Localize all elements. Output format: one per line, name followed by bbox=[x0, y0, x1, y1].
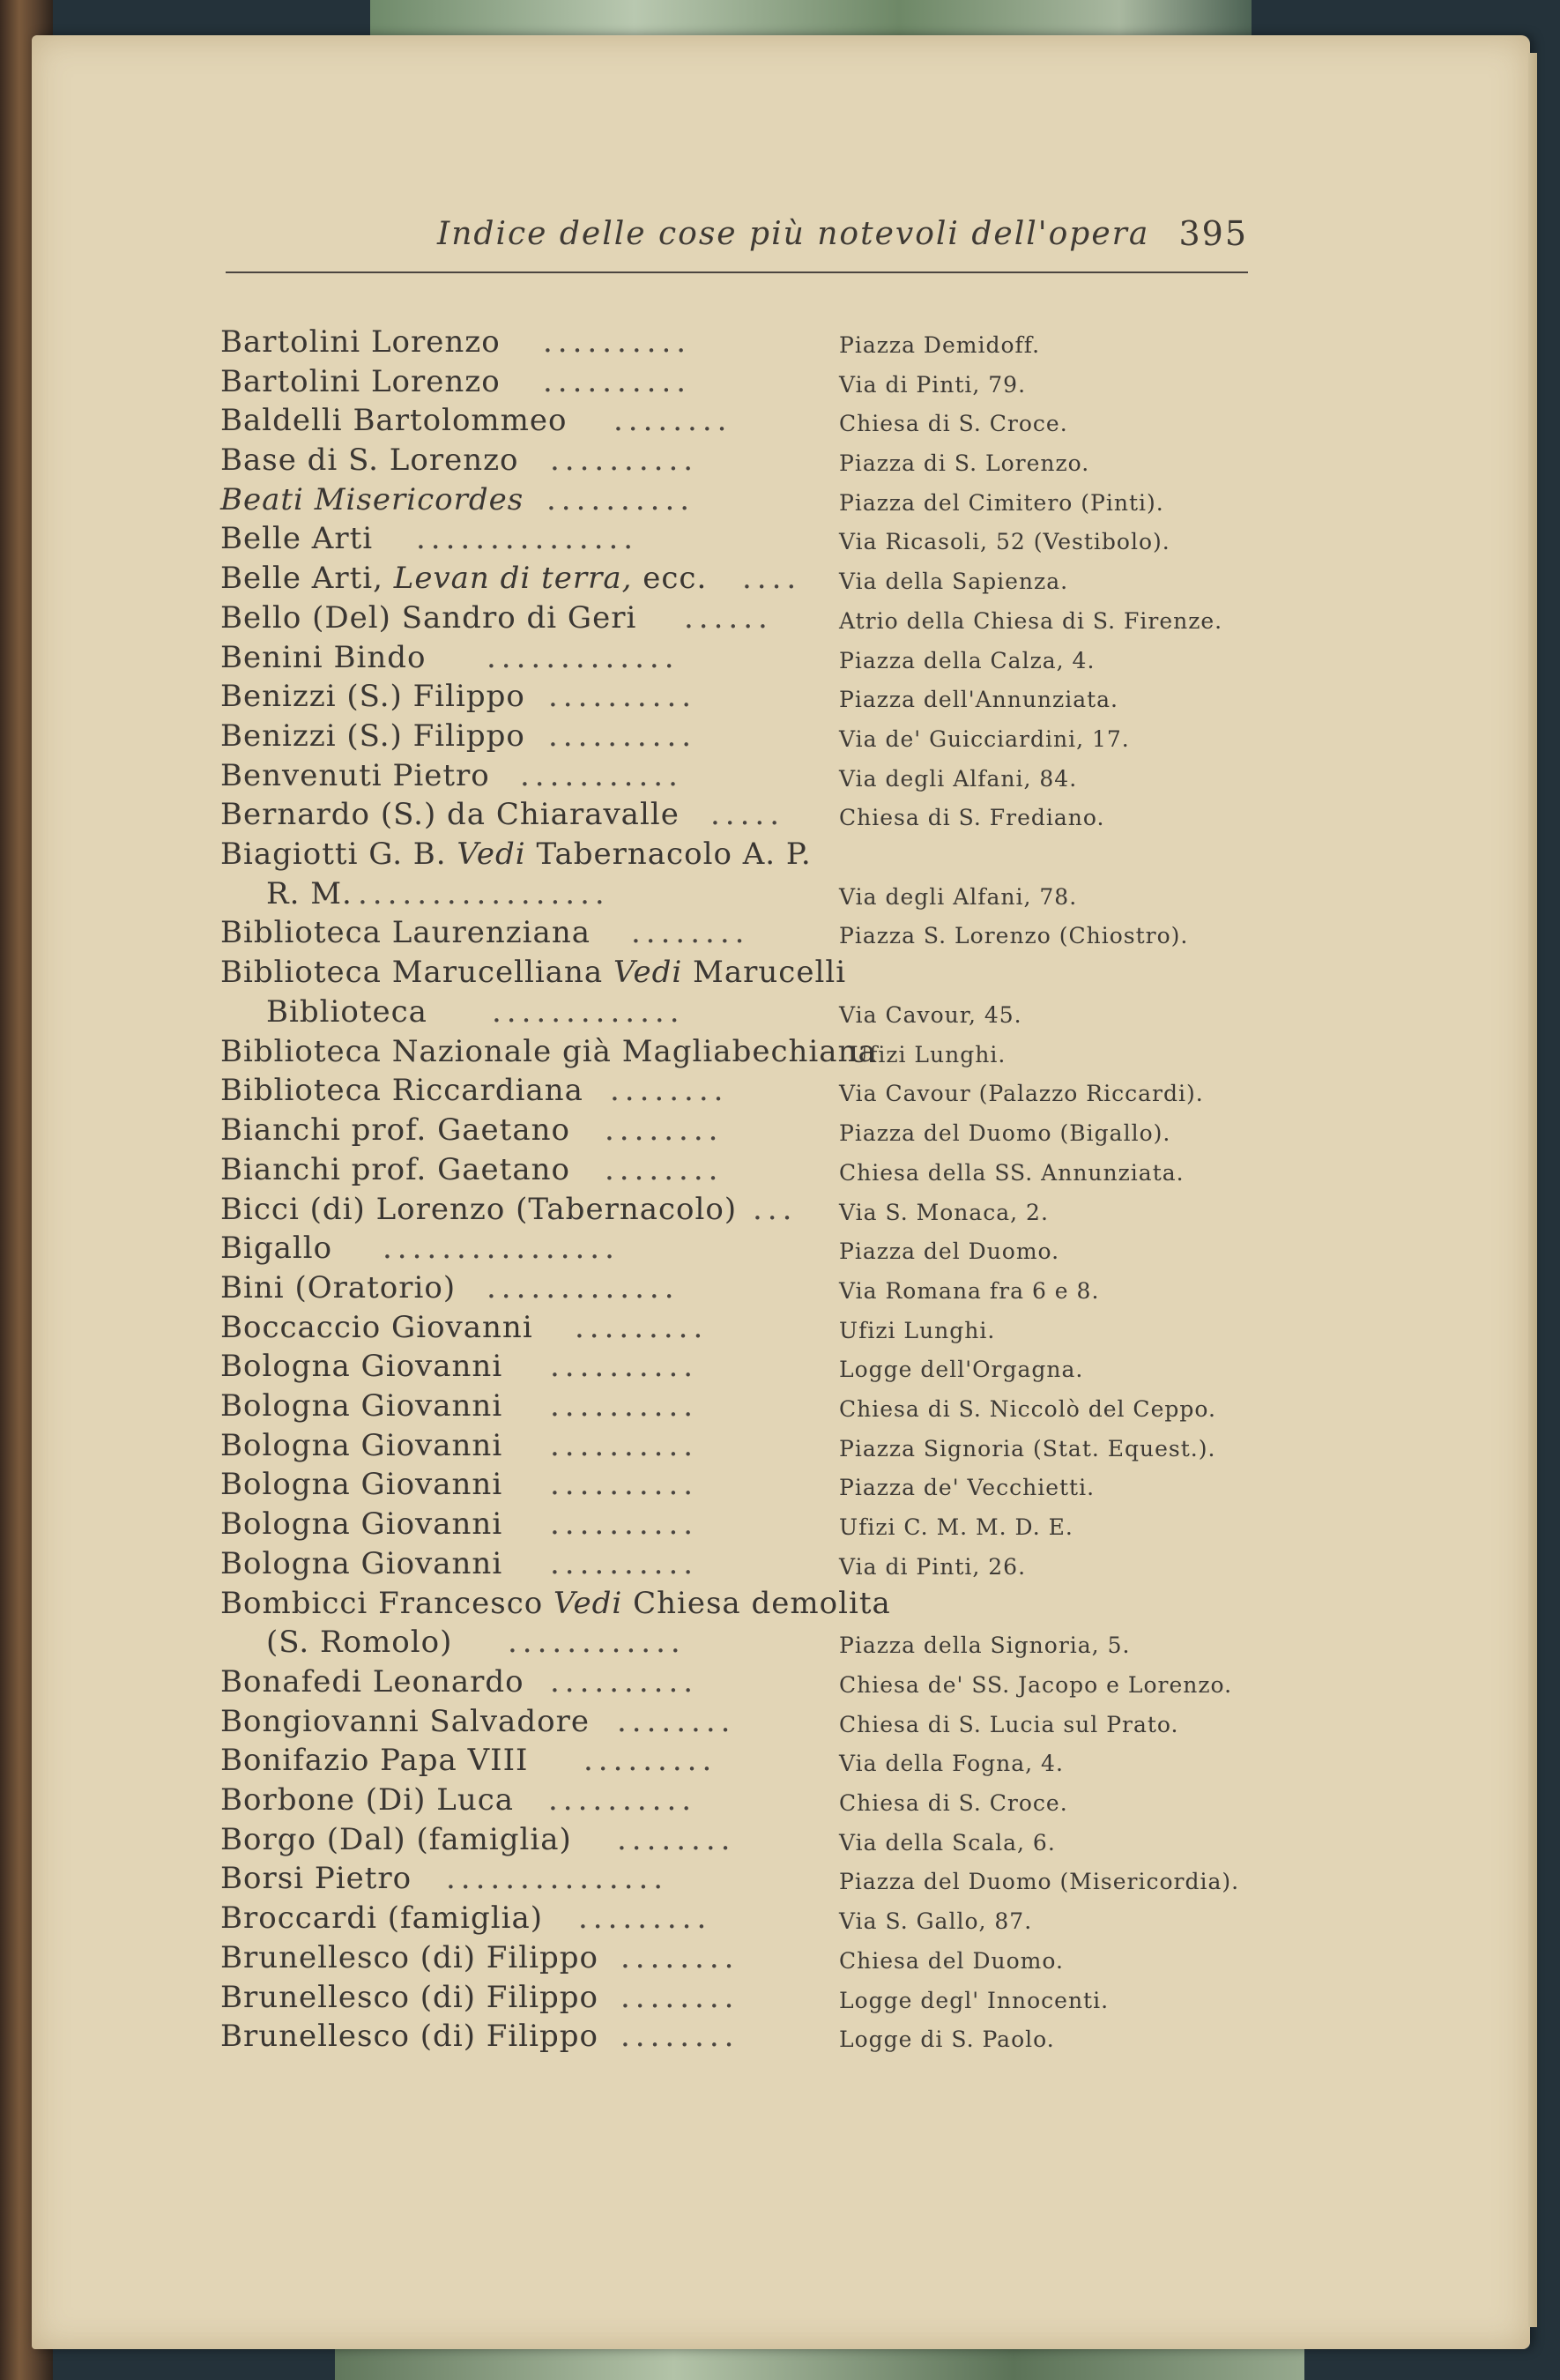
index-entry bbox=[32, 640, 1530, 679]
index-entry bbox=[32, 561, 1530, 599]
entry-name: Biblioteca Riccardiana bbox=[220, 1073, 583, 1108]
index-entry bbox=[32, 1625, 1530, 1663]
index-entry bbox=[32, 1152, 1530, 1191]
entry-location: Piazza Signoria (Stat. Equest.). bbox=[839, 1436, 1216, 1461]
entry-location: Via di Pinti, 79. bbox=[839, 372, 1027, 398]
entry-name-part: Biblioteca Marucelliana bbox=[220, 955, 604, 990]
entry-location: Via degli Alfani, 84. bbox=[839, 766, 1078, 792]
entry-location: Logge di S. Paolo. bbox=[839, 2027, 1055, 2052]
entry-location: Piazza del Duomo (Bigallo). bbox=[839, 1120, 1171, 1146]
index-entry bbox=[32, 679, 1530, 718]
entry-location: Via de' Guicciardini, 17. bbox=[839, 726, 1130, 752]
entry-location: Chiesa del Duomo. bbox=[839, 1948, 1064, 1974]
dot-leader: .......... bbox=[550, 1664, 699, 1699]
entry-name-part: Tabernacolo A. P. bbox=[536, 837, 812, 872]
entry-name: Bello (Del) Sandro di Geri bbox=[220, 600, 637, 636]
dot-leader: .......... bbox=[543, 364, 692, 399]
entry-name-italic: Vedi bbox=[457, 837, 526, 872]
index-entry bbox=[32, 403, 1530, 442]
entry-name: Bonafedi Leonardo bbox=[220, 1664, 524, 1699]
entry-name-part: Bombicci Francesco bbox=[220, 1586, 544, 1621]
entry-location: Via Romana fra 6 e 8. bbox=[839, 1278, 1100, 1304]
dot-leader: ............. bbox=[487, 1270, 680, 1305]
index-entry bbox=[32, 1743, 1530, 1781]
entry-location: Piazza de' Vecchietti. bbox=[839, 1475, 1096, 1500]
entry-name-part: ecc. bbox=[643, 561, 708, 596]
entry-name: Bologna Giovanni bbox=[220, 1467, 503, 1502]
entry-location: Piazza dell'Annunziata. bbox=[839, 687, 1119, 712]
entry-name: Bologna Giovanni bbox=[220, 1349, 503, 1384]
entry-name: Borgo (Dal) (famiglia) bbox=[220, 1822, 572, 1857]
dot-leader: .......... bbox=[550, 1467, 699, 1502]
dot-leader: ... bbox=[753, 1192, 798, 1227]
index-entry bbox=[32, 1270, 1530, 1309]
entry-location: Piazza della Calza, 4. bbox=[839, 648, 1096, 673]
entry-name: Bartolini Lorenzo bbox=[220, 364, 501, 399]
entry-location: Via S. Gallo, 87. bbox=[839, 1908, 1033, 1934]
entry-name: Bianchi prof. Gaetano bbox=[220, 1112, 570, 1148]
entry-location: Piazza Demidoff. bbox=[839, 332, 1041, 358]
index-entry bbox=[32, 1310, 1530, 1349]
index-entry bbox=[32, 1704, 1530, 1743]
entry-name: Brunellesco (di) Filippo bbox=[220, 1980, 598, 2015]
dot-leader: ........ bbox=[605, 1152, 724, 1187]
dot-leader: ............. bbox=[492, 994, 685, 1030]
entry-location: Chiesa di S. Croce. bbox=[839, 411, 1068, 436]
entry-name bbox=[220, 837, 812, 872]
dot-leader: ........ bbox=[613, 403, 732, 438]
dot-leader: ............... bbox=[446, 1861, 669, 1896]
entry-location: Via Ricasoli, 52 (Vestibolo). bbox=[839, 529, 1170, 554]
index-entry bbox=[32, 1388, 1530, 1427]
entry-location: Via Cavour (Palazzo Riccardi). bbox=[839, 1081, 1204, 1106]
entry-name: Base di S. Lorenzo bbox=[220, 443, 519, 478]
entry-location: Chiesa de' SS. Jacopo e Lorenzo. bbox=[839, 1672, 1233, 1698]
dot-leader: ........ bbox=[617, 1822, 736, 1857]
entry-name: Bianchi prof. Gaetano bbox=[220, 1152, 570, 1187]
dot-leader: .......... bbox=[550, 1428, 699, 1463]
index-entry bbox=[32, 324, 1530, 363]
dot-leader: ........ bbox=[620, 1980, 739, 2015]
index-entry bbox=[32, 718, 1530, 757]
index-entry bbox=[32, 1664, 1530, 1703]
index-entry bbox=[32, 1428, 1530, 1467]
dot-leader: .......... bbox=[546, 482, 695, 517]
entry-name: Benini Bindo bbox=[220, 640, 427, 675]
entry-location: Piazza S. Lorenzo (Chiostro). bbox=[839, 923, 1189, 948]
index-entry bbox=[32, 915, 1530, 954]
entry-name-italic: Levan di terra, bbox=[393, 561, 633, 596]
entry-name: Borsi Pietro bbox=[220, 1861, 412, 1896]
index-entry bbox=[32, 482, 1530, 521]
index-entry bbox=[32, 1900, 1530, 1939]
entry-location: Logge degl' Innocenti. bbox=[839, 1988, 1110, 2013]
dot-leader: ................ bbox=[383, 1231, 620, 1266]
entry-location: Via di Pinti, 26. bbox=[839, 1554, 1027, 1580]
dot-leader: ............... bbox=[416, 521, 639, 556]
dot-leader: ............ bbox=[508, 1625, 686, 1660]
entry-location: Logge dell'Orgagna. bbox=[839, 1357, 1084, 1382]
entry-name-part: Chiesa demolita bbox=[633, 1586, 891, 1621]
index-entry bbox=[32, 443, 1530, 481]
dot-leader: .......... bbox=[550, 1349, 699, 1384]
entry-location: Via della Sapienza. bbox=[839, 569, 1069, 594]
index-entry bbox=[32, 955, 1530, 993]
dot-leader: ......... bbox=[583, 1743, 717, 1778]
index-entry bbox=[32, 1467, 1530, 1506]
entry-location: Ufizi Lunghi. bbox=[850, 1042, 1007, 1067]
entry-name: Benizzi (S.) Filippo bbox=[220, 718, 525, 754]
entry-name: Brunellesco (di) Filippo bbox=[220, 2019, 598, 2054]
entry-location: Chiesa di S. Niccolò del Ceppo. bbox=[839, 1396, 1216, 1422]
running-title: Indice delle cose più notevoli dell'opera bbox=[437, 216, 1150, 252]
index-entry bbox=[32, 521, 1530, 560]
dot-leader: .......... bbox=[548, 718, 697, 754]
entry-name: Beati Misericordes bbox=[220, 482, 524, 517]
entry-location: Ufizi C. M. M. D. E. bbox=[839, 1514, 1073, 1540]
entry-name-part: Marucelli bbox=[693, 955, 847, 990]
entry-location: Via degli Alfani, 78. bbox=[839, 884, 1078, 910]
entry-location: Via della Fogna, 4. bbox=[839, 1751, 1064, 1776]
page-number: 395 bbox=[1178, 214, 1248, 253]
dot-leader: ..... bbox=[710, 797, 785, 832]
entry-name bbox=[220, 955, 846, 990]
entry-name: Belle Arti bbox=[220, 521, 374, 556]
entry-location: Atrio della Chiesa di S. Firenze. bbox=[839, 608, 1223, 634]
dot-leader: ........ bbox=[631, 915, 750, 950]
entry-name-part: Biagiotti G. B. bbox=[220, 837, 447, 872]
entry-location: Piazza di S. Lorenzo. bbox=[839, 450, 1090, 476]
dot-leader: ........ bbox=[605, 1112, 724, 1148]
entry-location: Via della Scala, 6. bbox=[839, 1830, 1056, 1856]
index-entry bbox=[32, 1112, 1530, 1151]
entry-name-part: Belle Arti, bbox=[220, 561, 383, 596]
index-entry bbox=[32, 797, 1530, 836]
dot-leader: ........ bbox=[620, 2019, 739, 2054]
entry-name: Bologna Giovanni bbox=[220, 1428, 503, 1463]
entry-name bbox=[220, 1586, 891, 1621]
dot-leader: ........ bbox=[610, 1073, 729, 1108]
entry-name: Bologna Giovanni bbox=[220, 1506, 503, 1542]
entry-name: Baldelli Bartolommeo bbox=[220, 403, 568, 438]
dot-leader: ................. bbox=[358, 876, 610, 911]
index-entry bbox=[32, 837, 1530, 875]
entry-name: Biblioteca Laurenziana bbox=[220, 915, 591, 950]
index-entry bbox=[32, 1861, 1530, 1900]
index-entry bbox=[32, 1822, 1530, 1861]
entry-location: Piazza del Duomo. bbox=[839, 1238, 1060, 1264]
dot-leader: ........ bbox=[617, 1704, 736, 1739]
dot-leader: .......... bbox=[550, 1506, 699, 1542]
index-entry bbox=[32, 1980, 1530, 2019]
entry-name: Bologna Giovanni bbox=[220, 1546, 503, 1581]
entry-name: Bernardo (S.) da Chiaravalle bbox=[220, 797, 680, 832]
dot-leader: .......... bbox=[550, 443, 699, 478]
index-entry bbox=[32, 1546, 1530, 1585]
entry-name: Bini (Oratorio) bbox=[220, 1270, 457, 1305]
entry-location: Piazza del Cimitero (Pinti). bbox=[839, 490, 1164, 516]
entry-name: Biblioteca bbox=[266, 994, 427, 1030]
entry-location: Chiesa della SS. Annunziata. bbox=[839, 1160, 1185, 1186]
entry-location: Chiesa di S. Croce. bbox=[839, 1790, 1068, 1816]
entry-location: Piazza della Signoria, 5. bbox=[839, 1633, 1131, 1658]
index-entry bbox=[32, 1073, 1530, 1112]
entry-location: Piazza del Duomo (Misericordia). bbox=[839, 1869, 1240, 1894]
index-entry bbox=[32, 1349, 1530, 1387]
index-entry bbox=[32, 1231, 1530, 1269]
entry-name: Brunellesco (di) Filippo bbox=[220, 1940, 598, 1975]
entry-name: Benizzi (S.) Filippo bbox=[220, 679, 525, 714]
dot-leader: .......... bbox=[548, 1782, 697, 1818]
entry-location: Ufizi Lunghi. bbox=[839, 1318, 996, 1343]
entry-name: Bologna Giovanni bbox=[220, 1388, 503, 1424]
entry-name: R. M. bbox=[266, 876, 353, 911]
book-page bbox=[32, 35, 1530, 2349]
index-entry bbox=[32, 758, 1530, 797]
index-entry bbox=[32, 1940, 1530, 1979]
dot-leader: .......... bbox=[543, 324, 692, 360]
entry-name: Bigallo bbox=[220, 1231, 333, 1266]
dot-leader: ......... bbox=[578, 1900, 712, 1936]
entry-name: Bartolini Lorenzo bbox=[220, 324, 501, 360]
entry-name bbox=[220, 561, 707, 596]
index-entry bbox=[32, 1782, 1530, 1821]
entry-location: Chiesa di S. Frediano. bbox=[839, 805, 1105, 830]
entry-name-italic: Vedi bbox=[553, 1586, 623, 1621]
entry-name: Bongiovanni Salvadore bbox=[220, 1704, 590, 1739]
dot-leader: .......... bbox=[548, 679, 697, 714]
index-entry bbox=[32, 1506, 1530, 1545]
entry-name: Boccaccio Giovanni bbox=[220, 1310, 533, 1345]
entry-location: Via S. Monaca, 2. bbox=[839, 1200, 1049, 1225]
dot-leader: .......... bbox=[550, 1546, 699, 1581]
entry-name: Bicci (di) Lorenzo (Tabernacolo) bbox=[220, 1192, 738, 1227]
dot-leader: ........... bbox=[520, 758, 683, 793]
index-entry bbox=[32, 1586, 1530, 1625]
index-entry bbox=[32, 1192, 1530, 1231]
index-entries bbox=[32, 35, 1530, 2349]
entry-name: Bonifazio Papa VIII bbox=[220, 1743, 529, 1778]
entry-name: Borbone (Di) Luca bbox=[220, 1782, 515, 1818]
entry-location: Chiesa di S. Lucia sul Prato. bbox=[839, 1712, 1179, 1737]
index-entry bbox=[32, 876, 1530, 915]
entry-name: Biblioteca Nazionale già Magliabechiana bbox=[220, 1034, 877, 1069]
entry-name: Broccardi (famiglia) bbox=[220, 1900, 544, 1936]
index-entry bbox=[32, 2019, 1530, 2057]
index-entry bbox=[32, 994, 1530, 1033]
index-entry bbox=[32, 600, 1530, 639]
dot-leader: ...... bbox=[684, 600, 773, 636]
entry-location: Via Cavour, 45. bbox=[839, 1002, 1022, 1028]
dot-leader: ......... bbox=[575, 1310, 709, 1345]
index-entry bbox=[32, 364, 1530, 403]
dot-leader: .... bbox=[742, 561, 802, 596]
dot-leader: .......... bbox=[550, 1388, 699, 1424]
index-entry bbox=[32, 1034, 1530, 1073]
entry-name: (S. Romolo) bbox=[266, 1625, 453, 1660]
entry-name: Benvenuti Pietro bbox=[220, 758, 490, 793]
entry-name-italic: Vedi bbox=[613, 955, 683, 990]
dot-leader: ........ bbox=[620, 1940, 739, 1975]
dot-leader: ............. bbox=[487, 640, 680, 675]
